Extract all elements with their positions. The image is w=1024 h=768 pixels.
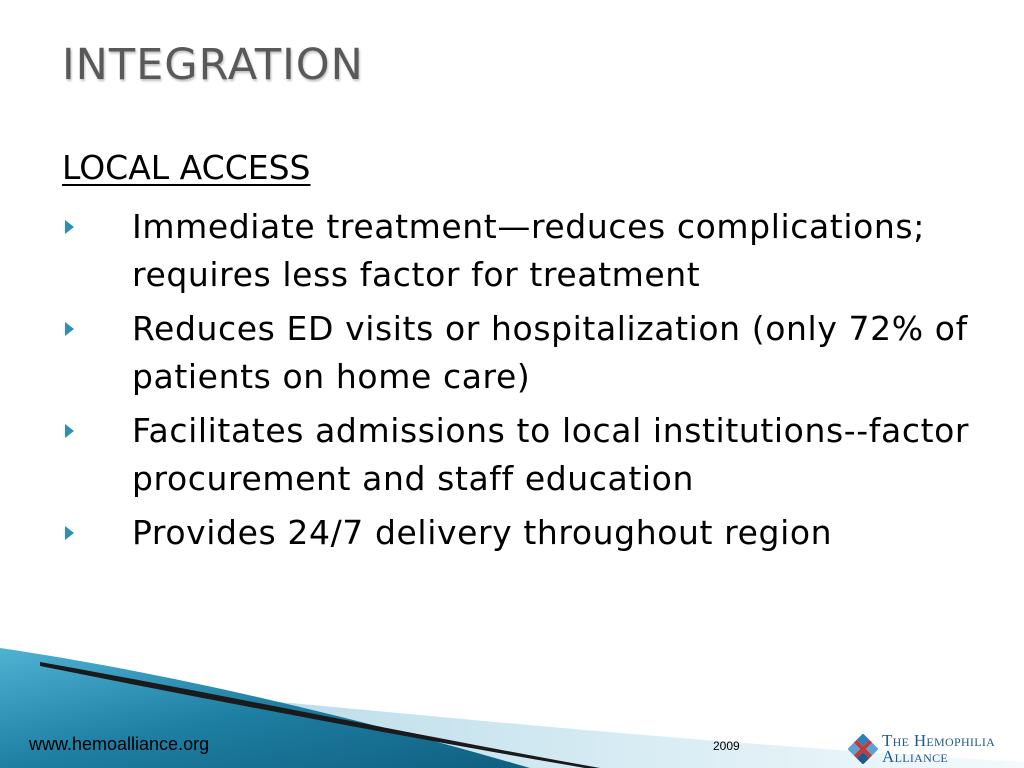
bullet-text: Reduces ED visits or hospitalization (only 72% of patients on home care) bbox=[132, 309, 968, 396]
section-subheading: LOCAL ACCESS bbox=[62, 148, 311, 187]
slide-title: INTEGRATION bbox=[62, 40, 364, 90]
bullet-list bbox=[62, 203, 992, 563]
bullet-item bbox=[62, 203, 992, 299]
bullet-text: Facilitates admissions to local institutions--factor procurement and staff education bbox=[132, 411, 970, 498]
triangle-right-icon bbox=[65, 322, 74, 336]
logo-line-2: Alliance bbox=[882, 747, 948, 766]
hemophilia-alliance-logo bbox=[846, 730, 1024, 768]
bullet-text: Provides 24/7 delivery throughout region bbox=[132, 513, 833, 552]
logo-line-1: The Hemophilia bbox=[882, 731, 996, 750]
triangle-right-icon bbox=[65, 424, 74, 438]
bullet-text: Immediate treatment—reduces complications; requires less factor for treatment bbox=[132, 207, 925, 294]
diamond-cross-icon bbox=[848, 734, 878, 764]
bullet-item bbox=[62, 305, 992, 401]
footer-url-text: www.hemoalliance.org bbox=[29, 734, 210, 754]
bullet-item bbox=[62, 509, 992, 557]
bullet-item bbox=[62, 407, 992, 503]
logo-text bbox=[882, 733, 995, 765]
triangle-right-icon bbox=[65, 220, 74, 234]
footer-year: 2009 bbox=[713, 739, 740, 753]
triangle-right-icon bbox=[65, 526, 74, 540]
